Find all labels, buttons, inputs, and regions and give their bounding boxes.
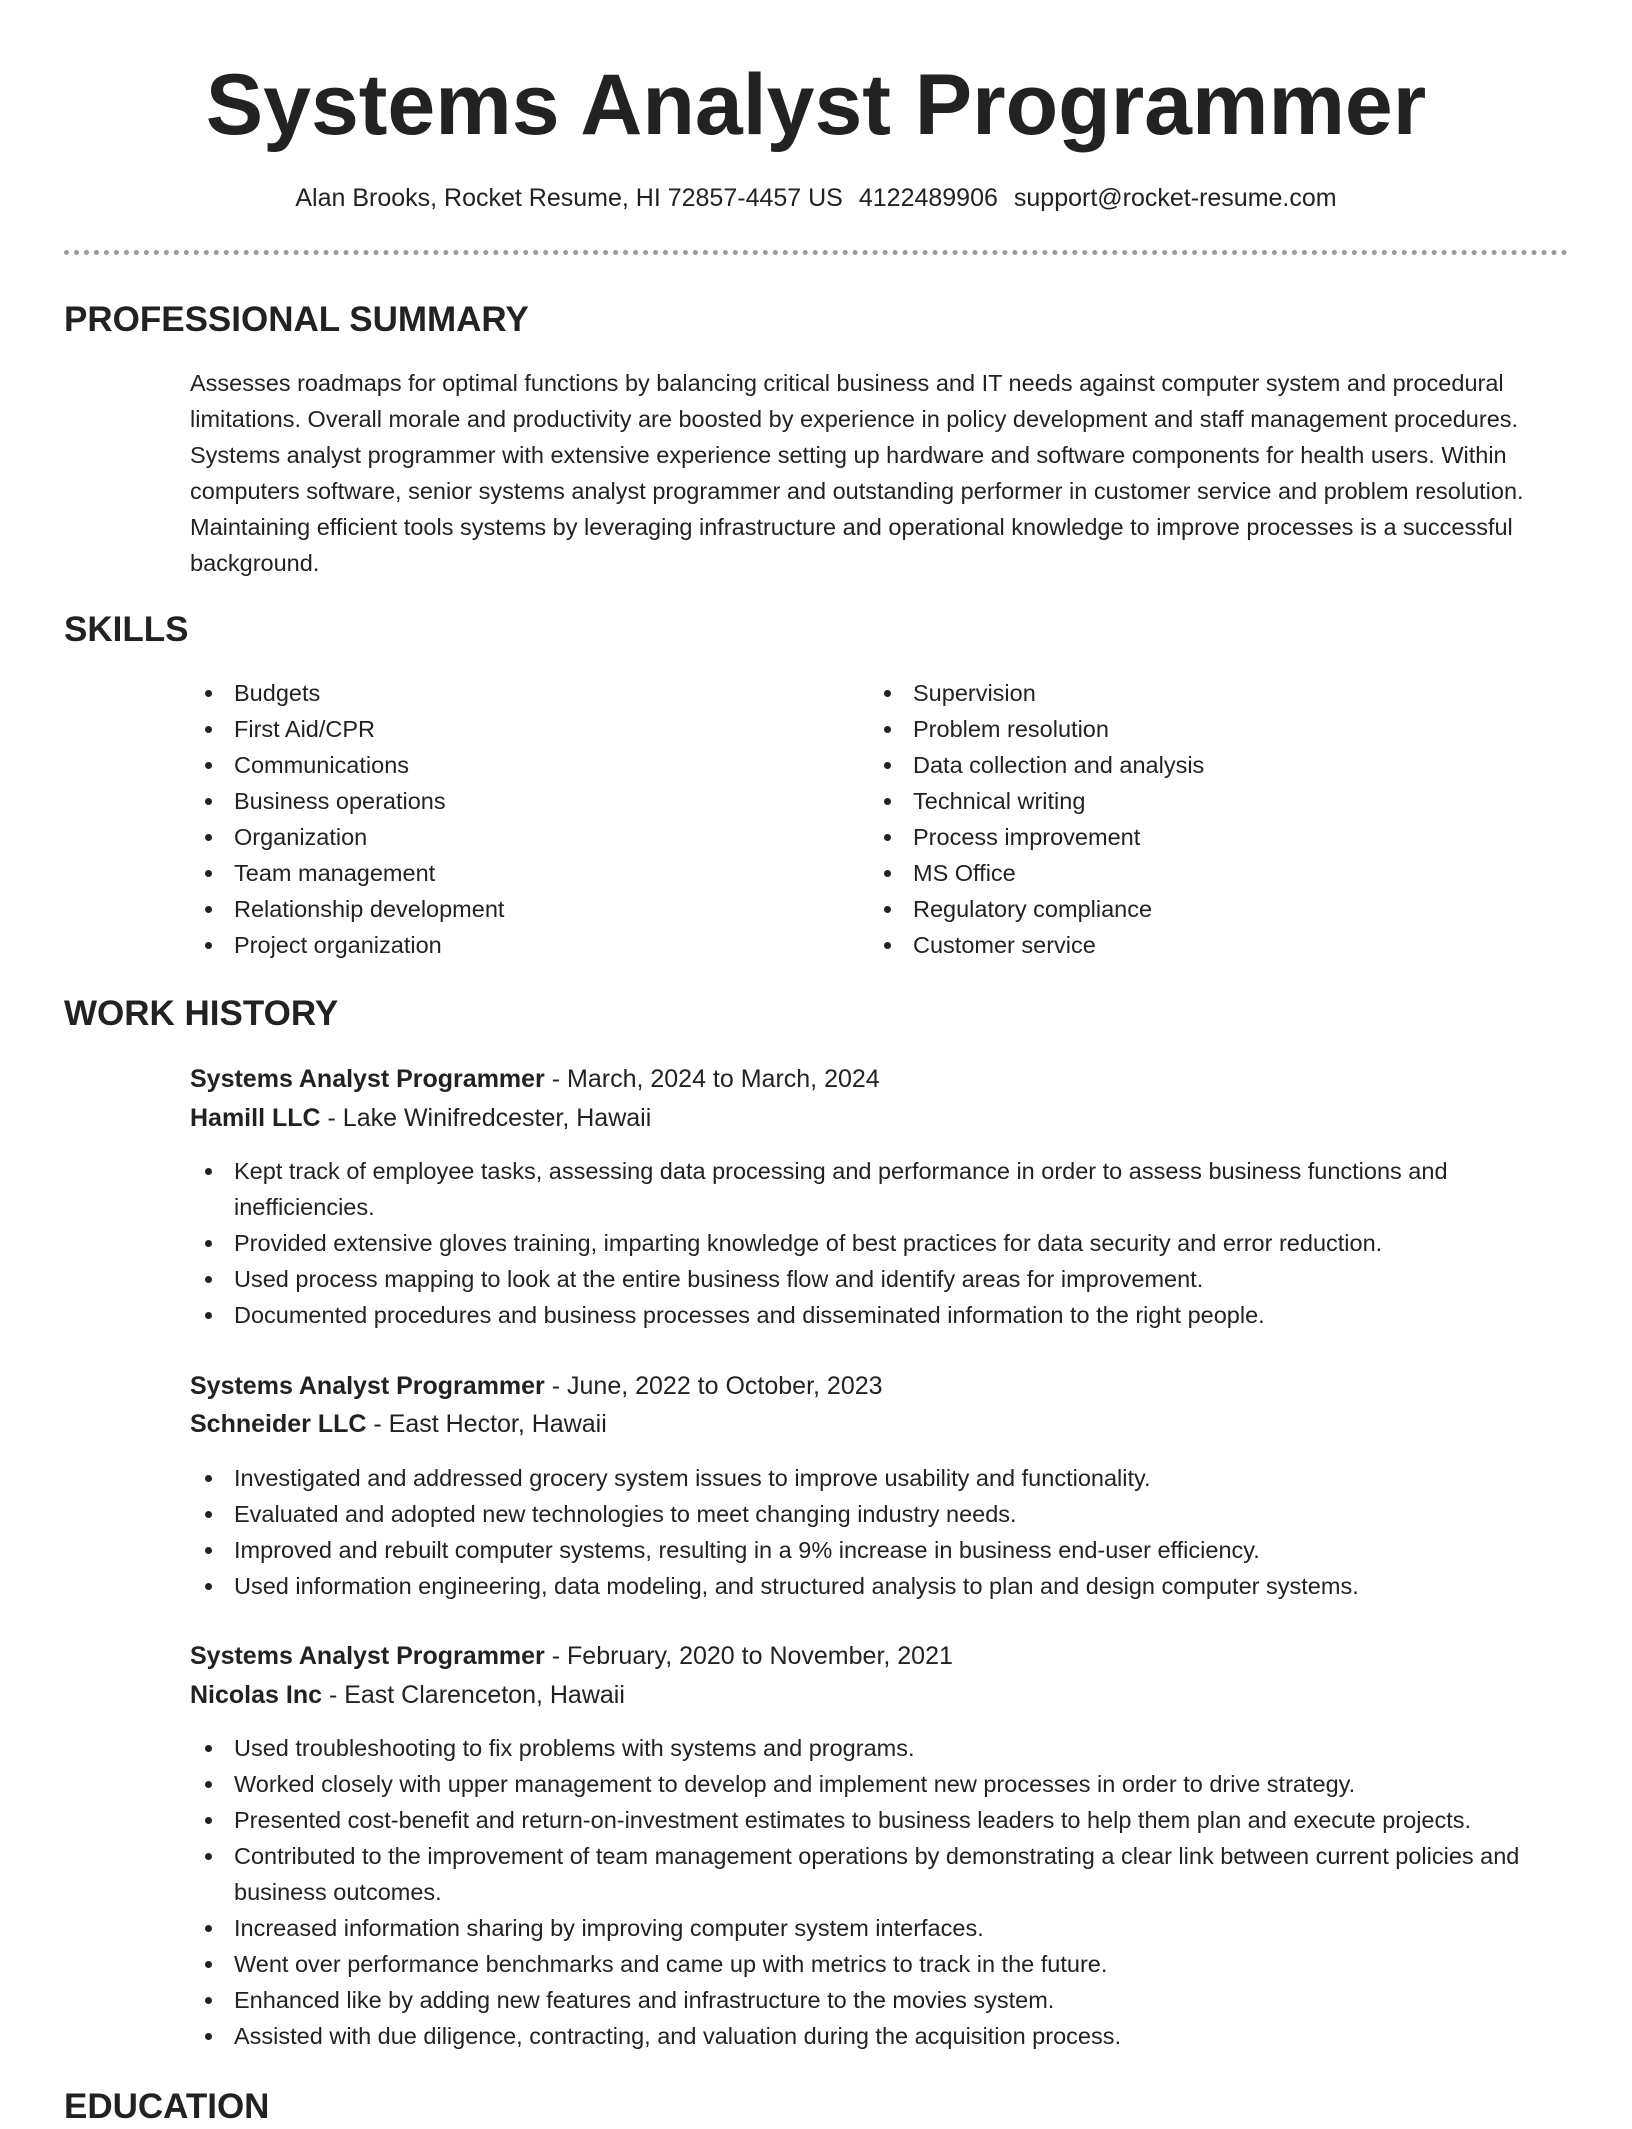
skill-item: Technical writing — [869, 783, 1509, 819]
job-role: Systems Analyst Programmer — [190, 1065, 545, 1093]
contact-address: Alan Brooks, Rocket Resume, HI 72857-4457 US — [295, 184, 843, 212]
job-bullet: Contributed to the improvement of team management operations by demonstrating a clear link between current policies and business outcomes. — [190, 1838, 1580, 1910]
skill-item: Budgets — [190, 675, 830, 711]
job-bullet: Went over performance benchmarks and came up with metrics to track in the future. — [190, 1946, 1580, 1982]
summary-text: Assesses roadmaps for optimal functions by balancing critical business and IT needs against computer system and procedural limitations. Overall morale and productivity are boosted by experience in policy development and staff management procedures. Systems analyst programmer with extensive experience setting up hardware and software components for health users. Within computers software, senior systems analyst programmer and outstanding performer in customer service and problem resolution. Maintaining efficient tools systems by leveraging infrastructure and operational knowledge to improve processes is a successful background. — [190, 370, 1524, 576]
contact-phone: 4122489906 — [858, 184, 998, 212]
skill-item: Organization — [190, 819, 830, 855]
job-dates: - June, 2022 to October, 2023 — [544, 1372, 883, 1400]
skill-item: First Aid/CPR — [190, 711, 830, 747]
job-dates: - March, 2024 to March, 2024 — [544, 1065, 880, 1093]
skill-item: MS Office — [869, 855, 1509, 891]
job-bullet-list — [190, 1460, 1580, 1604]
skills-column-left — [190, 675, 830, 963]
job-role-line — [190, 1637, 953, 1675]
job-bullet: Kept track of employee tasks, assessing data processing and performance in order to assess business functions and inefficiencies. — [190, 1153, 1580, 1225]
contact-email[interactable]: support@rocket-resume.com — [1013, 184, 1337, 212]
job-company-line — [190, 1099, 651, 1137]
skill-item: Supervision — [869, 675, 1509, 711]
resume-name-title: Systems Analyst Programmer — [205, 57, 1427, 153]
job-bullet: Documented procedures and business processes and disseminated information to the right people. — [190, 1297, 1580, 1333]
skill-item: Process improvement — [869, 819, 1509, 855]
job-role-line — [190, 1060, 880, 1098]
job-bullet: Provided extensive gloves training, imparting knowledge of best practices for data security and error reduction. — [190, 1225, 1580, 1261]
skill-item: Project organization — [190, 927, 830, 963]
job-company-line — [190, 1405, 607, 1443]
job-role: Systems Analyst Programmer — [190, 1642, 545, 1670]
skill-item: Relationship development — [190, 891, 830, 927]
job-role: Systems Analyst Programmer — [190, 1372, 545, 1400]
job-location: - East Clarenceton, Hawaii — [322, 1681, 625, 1709]
job-bullet: Increased information sharing by improving computer system interfaces. — [190, 1910, 1580, 1946]
skill-item: Problem resolution — [869, 711, 1509, 747]
job-company: Nicolas Inc — [190, 1681, 322, 1709]
job-location: - East Hector, Hawaii — [366, 1410, 607, 1438]
job-bullet-list — [190, 1730, 1580, 2054]
header-divider — [64, 250, 1568, 255]
job-company: Hamill LLC — [190, 1104, 321, 1132]
job-bullet: Used process mapping to look at the entire business flow and identify areas for improvement. — [190, 1261, 1580, 1297]
skill-item: Regulatory compliance — [869, 891, 1509, 927]
job-bullet: Used troubleshooting to fix problems with systems and programs. — [190, 1730, 1580, 1766]
contact-line — [0, 180, 1632, 216]
job-bullet: Assisted with due diligence, contracting, and valuation during the acquisition process. — [190, 2018, 1580, 2054]
skill-item: Communications — [190, 747, 830, 783]
skills-column-right — [869, 675, 1509, 963]
job-location: - Lake Winifredcester, Hawaii — [320, 1104, 652, 1132]
job-bullet-list — [190, 1153, 1580, 1333]
section-title-skills: SKILLS — [64, 610, 189, 649]
skill-item: Business operations — [190, 783, 830, 819]
job-bullet: Enhanced like by adding new features and infrastructure to the movies system. — [190, 1982, 1580, 2018]
job-role-line — [190, 1367, 883, 1405]
job-company: Schneider LLC — [190, 1410, 367, 1438]
skill-item: Team management — [190, 855, 830, 891]
job-bullet: Worked closely with upper management to develop and implement new processes in order to drive strategy. — [190, 1766, 1580, 1802]
section-title-education: EDUCATION — [64, 2087, 270, 2126]
job-dates: - February, 2020 to November, 2021 — [544, 1642, 953, 1670]
job-bullet: Used information engineering, data modeling, and structured analysis to plan and design computer systems. — [190, 1568, 1580, 1604]
job-bullet: Improved and rebuilt computer systems, resulting in a 9% increase in business end-user efficiency. — [190, 1532, 1580, 1568]
section-title-work-history: WORK HISTORY — [64, 994, 339, 1033]
job-bullet: Investigated and addressed grocery system issues to improve usability and functionality. — [190, 1460, 1580, 1496]
skill-item: Data collection and analysis — [869, 747, 1509, 783]
job-bullet: Presented cost-benefit and return-on-investment estimates to business leaders to help them plan and execute projects. — [190, 1802, 1580, 1838]
job-bullet: Evaluated and adopted new technologies to meet changing industry needs. — [190, 1496, 1580, 1532]
skill-item: Customer service — [869, 927, 1509, 963]
section-title-summary: PROFESSIONAL SUMMARY — [64, 300, 529, 339]
job-company-line — [190, 1676, 625, 1714]
